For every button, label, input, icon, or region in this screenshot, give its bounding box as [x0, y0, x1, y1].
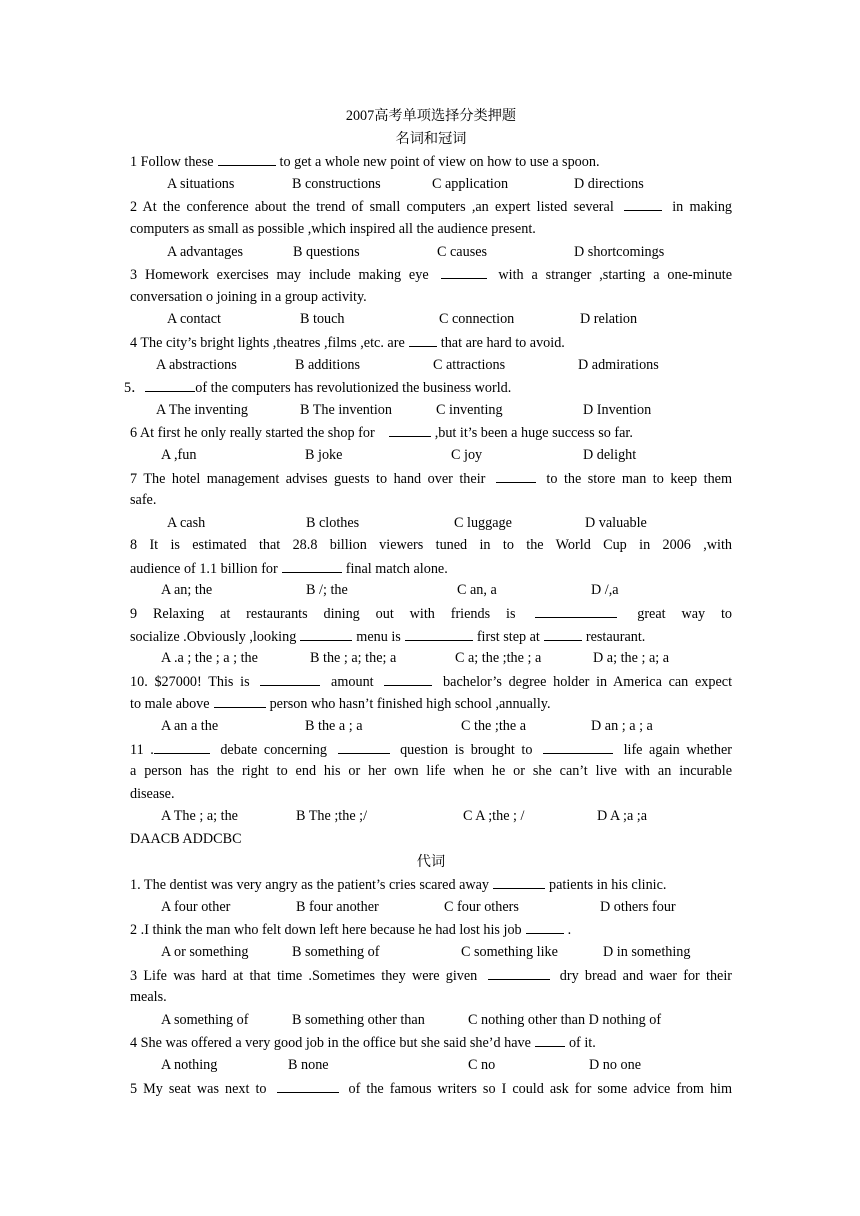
answer-blank — [384, 670, 432, 686]
pronoun-question-2: 2 .I think the man who felt down left here because he had lost his job . — [130, 918, 732, 941]
option-b: B the ; a; the; a — [310, 650, 397, 667]
option-c: C application — [432, 175, 509, 192]
question-9: 9 Relaxing at restaurants dining out with friends is great way to — [130, 602, 732, 625]
option-d: D an ; a ; a — [591, 718, 653, 735]
question-3-options — [130, 308, 732, 331]
question-10-options — [130, 715, 732, 738]
option-d: D others four — [600, 898, 676, 915]
pronoun-question-3: 3 Life was hard at that time .Sometimes they were given dry bread and waer for their — [130, 964, 732, 987]
option-a: A The ; a; the — [161, 808, 238, 825]
pronoun-question-4: 4 She was offered a very good job in the office but she said she’d have of it. — [130, 1031, 732, 1054]
answer-blank — [277, 1077, 339, 1093]
option-d: D /,a — [591, 582, 619, 599]
pronoun-question-5: 5 My seat was next to of the famous writers so I could ask for some advice from him — [130, 1077, 732, 1100]
option-a: A abstractions — [156, 356, 237, 373]
option-c: C something like — [461, 943, 558, 960]
question-7-options — [130, 512, 732, 535]
option-a: A an a the — [161, 718, 219, 735]
answer-blank — [535, 602, 617, 618]
option-a: A situations — [167, 175, 235, 192]
answer-blank — [260, 670, 320, 686]
option-c: C attractions — [433, 356, 506, 373]
option-c: C inventing — [436, 401, 503, 418]
option-b: B The ;the ;/ — [296, 808, 368, 825]
question-11-options — [130, 805, 732, 828]
option-c: C four others — [444, 898, 519, 915]
question-5-options — [130, 399, 732, 422]
option-d: D delight — [583, 446, 637, 463]
question-2: 2 At the conference about the trend of small computers ,an expert listed several in making — [130, 195, 732, 218]
option-a: A The inventing — [156, 401, 248, 418]
pronoun-question-3-cont: meals. — [130, 989, 167, 1006]
option-c: C luggage — [454, 514, 512, 531]
option-b: B constructions — [292, 175, 381, 192]
answer-blank — [544, 625, 582, 641]
option-d: D A ;a ;a — [597, 808, 648, 825]
option-c-d: C nothing other than D nothing of — [468, 1011, 662, 1028]
answer-blank — [218, 150, 276, 166]
answer-blank — [145, 376, 195, 392]
option-d: D Invention — [583, 401, 652, 418]
option-b: B additions — [295, 356, 361, 373]
question-1-options — [130, 173, 732, 196]
option-d: D admirations — [578, 356, 659, 373]
option-d: D shortcomings — [574, 243, 665, 260]
option-a: A advantages — [167, 243, 244, 260]
option-a: A nothing — [161, 1056, 218, 1073]
question-11: 11 . debate concerning question is brought to life again whether — [130, 738, 732, 761]
document-title: 2007高考单项选择分类押题 — [345, 108, 517, 124]
pronoun-question-4-options — [130, 1054, 732, 1077]
option-c: C no — [468, 1056, 496, 1073]
answer-blank — [338, 738, 390, 754]
answer-blank — [409, 331, 437, 347]
option-b: B questions — [293, 243, 360, 260]
question-5: 5． of the computers has revolutionized the business world. — [124, 376, 732, 399]
option-b: B none — [288, 1056, 329, 1073]
question-8: 8 It is estimated that 28.8 billion viewers tuned in to the World Cup in 2006 ,with — [130, 537, 732, 554]
answer-blank — [543, 738, 613, 754]
answer-blank — [624, 195, 662, 211]
document-page — [124, 105, 733, 1099]
option-c: C causes — [437, 243, 488, 260]
answer-blank — [526, 918, 564, 934]
option-a: A ,fun — [161, 446, 197, 463]
option-c: C connection — [439, 311, 515, 328]
option-b: B The invention — [300, 401, 392, 418]
pronoun-question-1: 1. The dentist was very angry as the patient’s cries scared away patients in his clinic. — [130, 873, 732, 896]
question-8-cont: audience of 1.1 billion for final match alone. — [130, 557, 732, 580]
section-heading-pronouns: 代词 — [416, 853, 446, 870]
option-b: B four another — [296, 898, 379, 915]
option-b: B something of — [292, 943, 380, 960]
question-1: 1 Follow these to get a whole new point of view on how to use a spoon. — [130, 150, 732, 173]
option-d: D valuable — [585, 514, 647, 531]
option-a: A or something — [161, 943, 249, 960]
question-3: 3 Homework exercises may include making eye with a stranger ,starting a one-minute — [130, 263, 732, 286]
option-a: A cash — [167, 514, 206, 531]
option-c: C a; the ;the ; a — [455, 650, 542, 667]
question-11-cont: a person has the right to end his or her own life when he or she can’t live with an incurable — [130, 763, 732, 780]
option-b: B something other than — [292, 1011, 425, 1028]
option-a: A .a ; the ; a ; the — [161, 650, 258, 667]
answer-blank — [282, 557, 342, 573]
answer-blank — [214, 692, 266, 708]
question-3-cont: conversation o joining in a group activity. — [130, 288, 367, 305]
option-c: C an, a — [457, 582, 497, 599]
answer-blank — [154, 738, 210, 754]
question-8-options — [130, 579, 732, 602]
pronoun-question-3-options — [130, 1009, 732, 1032]
question-10-cont: to male above person who hasn’t finished high school ,annually. — [130, 692, 732, 715]
question-2-options — [130, 241, 732, 264]
answer-blank — [389, 421, 431, 437]
option-c: C joy — [451, 446, 483, 463]
option-d: D a; the ; a; a — [593, 650, 670, 667]
pronoun-question-2-options — [130, 941, 732, 964]
answer-key: DAACB ADDCBC — [130, 831, 242, 847]
question-11-cont-2: disease. — [130, 785, 175, 802]
question-9-options — [130, 647, 732, 670]
option-d: D no one — [589, 1056, 642, 1073]
option-b: B joke — [305, 446, 343, 463]
section-heading-nouns-articles: 名词和冠词 — [395, 130, 467, 147]
option-b: B the a ; a — [305, 718, 363, 735]
option-b: B clothes — [306, 514, 360, 531]
question-7-cont: safe. — [130, 492, 157, 509]
pronoun-question-1-options — [130, 896, 732, 919]
answer-blank — [405, 625, 473, 641]
question-2-cont: computers as small as possible ,which inspired all the audience present. — [130, 220, 536, 237]
option-a: A an; the — [161, 582, 213, 599]
option-a: A something of — [161, 1011, 249, 1028]
option-c: C the ;the a — [461, 718, 527, 735]
option-a: A four other — [161, 898, 231, 915]
question-6: 6 At first he only really started the shop for ,but it’s been a huge success so far. — [130, 421, 732, 444]
question-9-cont: socialize .Obviously ,looking menu is first step at restaurant. — [130, 625, 732, 648]
answer-blank — [535, 1031, 565, 1047]
option-a: A contact — [167, 311, 221, 328]
option-c: C A ;the ; / — [463, 808, 525, 825]
answer-blank — [488, 964, 550, 980]
option-b: B /; the — [306, 582, 348, 599]
option-d: D relation — [580, 311, 638, 328]
answer-blank — [496, 467, 536, 483]
question-10: 10. $27000! This is amount bachelor’s degree holder in America can expect — [130, 670, 732, 693]
option-b: B touch — [300, 311, 345, 328]
question-4: 4 The city’s bright lights ,theatres ,films ,etc. are that are hard to avoid. — [130, 331, 732, 354]
option-d: D in something — [603, 943, 691, 960]
answer-blank — [300, 625, 352, 641]
option-d: D directions — [574, 175, 644, 192]
question-4-options — [130, 354, 732, 377]
question-7: 7 The hotel management advises guests to hand over their to the store man to keep them — [130, 467, 732, 490]
answer-blank — [441, 263, 487, 279]
answer-blank — [493, 873, 545, 889]
question-6-options — [130, 444, 732, 467]
